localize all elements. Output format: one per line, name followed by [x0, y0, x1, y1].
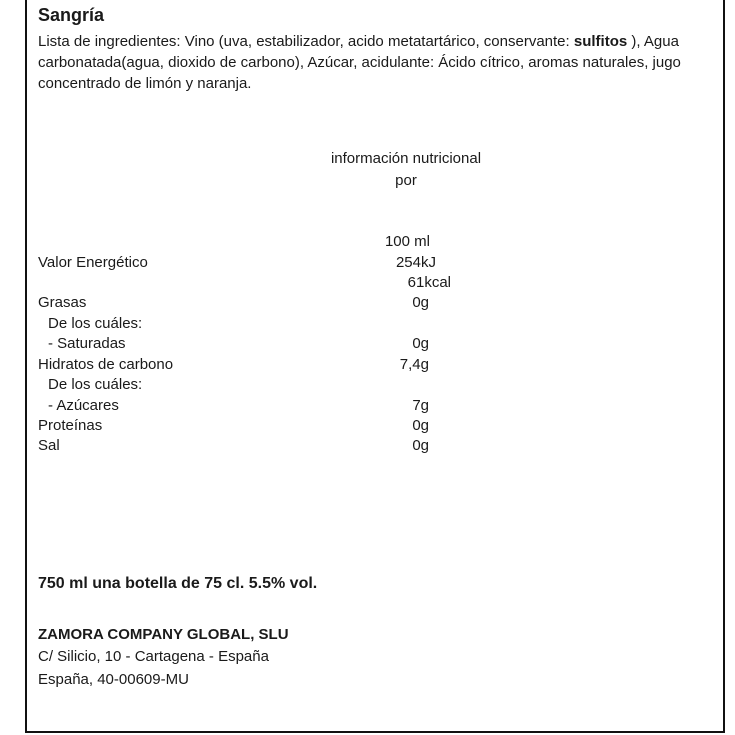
product-title: Sangría	[38, 5, 105, 25]
nutrition-row-label: Proteínas	[38, 417, 103, 434]
nutrition-row-value: 0g	[412, 437, 429, 454]
company-address: C/ Silicio, 10 - Cartagena - España	[38, 648, 269, 665]
nutrition-row-value: 254kJ	[395, 254, 436, 271]
nutrition-header-per: por	[395, 172, 417, 189]
nutrition-row-value: 7g	[412, 397, 429, 414]
nutrition-row-label: De los cuáles:	[48, 376, 143, 393]
ingredients-list	[38, 31, 688, 94]
nutrition-row-label: Sal	[38, 437, 60, 454]
nutrition-row-label: Hidratos de carbono	[38, 356, 174, 373]
nutrition-per-amount: 100 ml	[384, 233, 430, 250]
nutrition-row-label: - Azúcares	[48, 397, 119, 414]
nutrition-row-value: 0g	[412, 417, 429, 434]
nutrition-row-label: Valor Energético	[38, 254, 148, 271]
company-registry: España, 40-00609-MU	[38, 671, 189, 688]
company-name: ZAMORA COMPANY GLOBAL, SLU	[38, 626, 289, 643]
nutrition-row-value: 61kcal	[407, 274, 451, 291]
nutrition-header-title: información nutricional	[330, 150, 482, 167]
nutrition-row-label: De los cuáles:	[48, 315, 143, 332]
volume-line: 750 ml una botella de 75 cl. 5.5% vol.	[38, 575, 318, 592]
ingredients-text-start: Lista de ingredientes: Vino (uva, estabilizador, acido metatartárico, conservante:	[38, 33, 570, 50]
ingredients-text-rest: ), Agua carbonatada(agua, dioxido de carbono), Azúcar, acidulante: Ácido cítrico, aromas naturales, jugo concentrado de limón y naranja.	[38, 33, 681, 92]
nutrition-row-label: Grasas	[38, 294, 87, 311]
allergen-sulfitos: sulfitos	[573, 33, 628, 50]
nutrition-row-value: 0g	[412, 294, 429, 311]
nutrition-row-label: - Saturadas	[48, 335, 126, 352]
nutrition-row-value: 7,4g	[399, 356, 429, 373]
nutrition-row-value: 0g	[412, 335, 429, 352]
